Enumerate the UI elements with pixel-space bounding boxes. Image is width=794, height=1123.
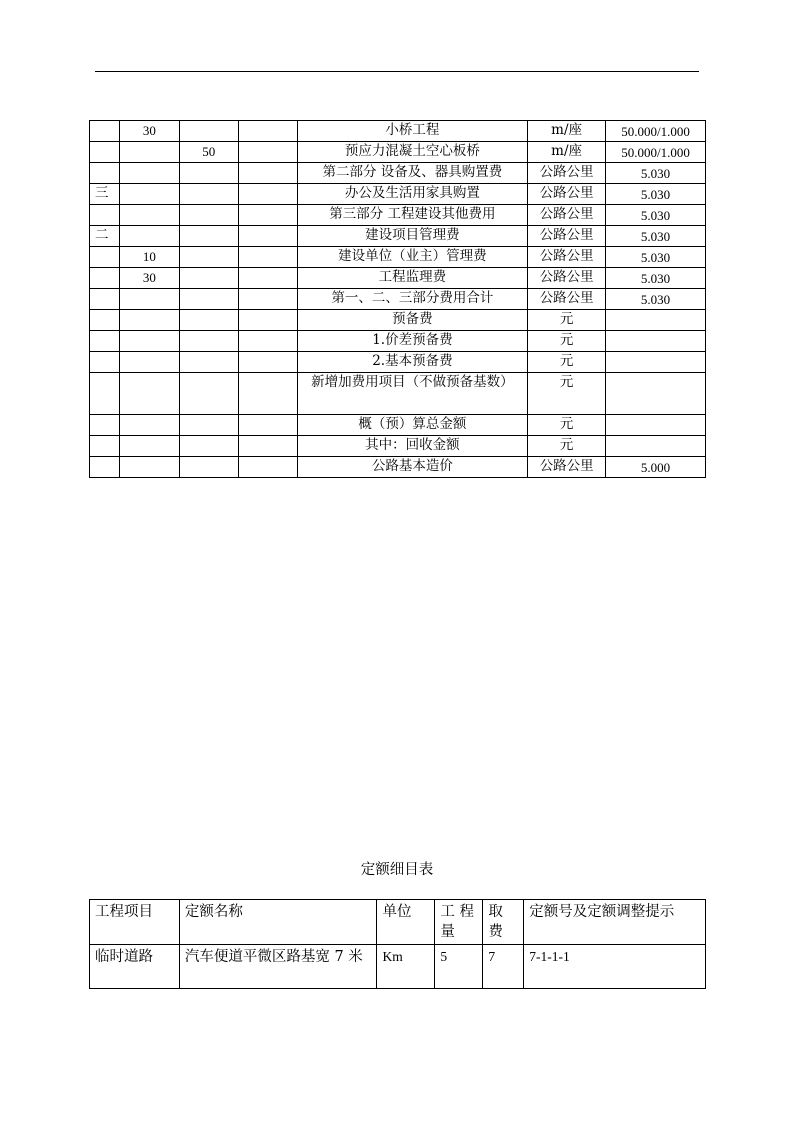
cell-section bbox=[119, 373, 179, 415]
cell-section bbox=[119, 331, 179, 352]
cell-subitem bbox=[238, 289, 297, 310]
cell-item bbox=[179, 226, 238, 247]
cell-item bbox=[179, 184, 238, 205]
cell-subitem bbox=[238, 163, 297, 184]
cell-subitem bbox=[238, 226, 297, 247]
cell-fee: 7 bbox=[483, 945, 524, 989]
cell-quantity bbox=[606, 331, 706, 352]
cell-subitem bbox=[238, 184, 297, 205]
cell-item-name: 小桥工程 bbox=[297, 121, 528, 142]
cell-unit: 元 bbox=[528, 331, 606, 352]
cell-quantity bbox=[606, 415, 706, 436]
cell-quota-name: 汽车便道平微区路基宽 7 米 bbox=[179, 945, 377, 989]
cell-item bbox=[179, 457, 238, 478]
cell-chapter bbox=[90, 310, 120, 331]
cell-quantity: 5.030 bbox=[606, 268, 706, 289]
cell-project: 临时道路 bbox=[90, 945, 180, 989]
cell-item-name: 预应力混凝土空心板桥 bbox=[297, 142, 528, 163]
cell-section bbox=[119, 310, 179, 331]
cell-item bbox=[179, 415, 238, 436]
cell-item-name: 第三部分 工程建设其他费用 bbox=[297, 205, 528, 226]
cell-subitem bbox=[238, 352, 297, 373]
cell-quantity: 5 bbox=[435, 945, 483, 989]
cell-chapter bbox=[90, 142, 120, 163]
header-quota-code: 定额号及定额调整提示 bbox=[524, 900, 706, 945]
table-row bbox=[90, 247, 706, 268]
cell-chapter bbox=[90, 247, 120, 268]
cell-unit: 元 bbox=[528, 352, 606, 373]
cell-unit: 公路公里 bbox=[528, 205, 606, 226]
quota-header-row bbox=[90, 900, 706, 945]
cell-chapter bbox=[90, 163, 120, 184]
cell-chapter: 二 bbox=[90, 226, 120, 247]
cell-quantity: 5.030 bbox=[606, 247, 706, 268]
cell-unit: 公路公里 bbox=[528, 163, 606, 184]
cell-subitem bbox=[238, 310, 297, 331]
cell-unit: 公路公里 bbox=[528, 268, 606, 289]
cell-section bbox=[119, 436, 179, 457]
cell-item-name: 概（预）算总金额 bbox=[297, 415, 528, 436]
cell-quantity: 5.030 bbox=[606, 163, 706, 184]
cell-subitem bbox=[238, 331, 297, 352]
table-row bbox=[90, 289, 706, 310]
cell-section bbox=[119, 352, 179, 373]
cell-item bbox=[179, 268, 238, 289]
cell-section bbox=[119, 163, 179, 184]
cell-item bbox=[179, 289, 238, 310]
table-row bbox=[90, 310, 706, 331]
cell-item-name: 工程监理费 bbox=[297, 268, 528, 289]
cell-unit: 公路公里 bbox=[528, 289, 606, 310]
quota-table bbox=[89, 899, 706, 989]
cell-item bbox=[179, 436, 238, 457]
header-quantity: 工 程 量 bbox=[435, 900, 483, 945]
cell-item-name: 新增加费用项目（不做预备基数） bbox=[297, 373, 528, 415]
cell-unit: 元 bbox=[528, 436, 606, 457]
header-quota-name: 定额名称 bbox=[179, 900, 377, 945]
cell-section bbox=[119, 205, 179, 226]
cell-item bbox=[179, 121, 238, 142]
table-row bbox=[90, 415, 706, 436]
cell-quantity: 5.030 bbox=[606, 226, 706, 247]
cell-unit: 公路公里 bbox=[528, 247, 606, 268]
cell-chapter bbox=[90, 331, 120, 352]
cell-section: 30 bbox=[119, 121, 179, 142]
cell-quantity bbox=[606, 373, 706, 415]
budget-table bbox=[89, 120, 706, 478]
cell-item bbox=[179, 310, 238, 331]
cell-quantity: 5.030 bbox=[606, 184, 706, 205]
cell-item bbox=[179, 205, 238, 226]
table-row bbox=[90, 163, 706, 184]
table-row bbox=[90, 436, 706, 457]
cell-chapter bbox=[90, 436, 120, 457]
cell-unit: 公路公里 bbox=[528, 226, 606, 247]
cell-unit: Km bbox=[377, 945, 435, 989]
table-row bbox=[90, 457, 706, 478]
header-fee: 取 费 bbox=[483, 900, 524, 945]
quota-table-title: 定额细目表 bbox=[360, 862, 434, 878]
cell-chapter bbox=[90, 415, 120, 436]
cell-unit: 公路公里 bbox=[528, 184, 606, 205]
header-rule bbox=[95, 71, 699, 72]
table-row bbox=[90, 142, 706, 163]
cell-section bbox=[119, 457, 179, 478]
header-project: 工程项目 bbox=[90, 900, 180, 945]
cell-unit: 元 bbox=[528, 373, 606, 415]
cell-item: 50 bbox=[179, 142, 238, 163]
cell-section bbox=[119, 142, 179, 163]
cell-quantity bbox=[606, 310, 706, 331]
cell-quantity: 5.030 bbox=[606, 289, 706, 310]
table-row bbox=[90, 352, 706, 373]
cell-subitem bbox=[238, 142, 297, 163]
cell-unit: 元 bbox=[528, 310, 606, 331]
cell-quantity: 5.000 bbox=[606, 457, 706, 478]
cell-item-name: 1.价差预备费 bbox=[297, 331, 528, 352]
table-row bbox=[90, 331, 706, 352]
cell-quantity bbox=[606, 352, 706, 373]
cell-subitem bbox=[238, 205, 297, 226]
cell-chapter bbox=[90, 268, 120, 289]
cell-subitem bbox=[238, 121, 297, 142]
table-row bbox=[90, 268, 706, 289]
cell-chapter bbox=[90, 121, 120, 142]
cell-chapter bbox=[90, 373, 120, 415]
cell-subitem bbox=[238, 373, 297, 415]
cell-subitem bbox=[238, 436, 297, 457]
cell-item-name: 建设单位（业主）管理费 bbox=[297, 247, 528, 268]
cell-chapter bbox=[90, 205, 120, 226]
cell-item-name: 建设项目管理费 bbox=[297, 226, 528, 247]
cell-section bbox=[119, 289, 179, 310]
cell-item bbox=[179, 331, 238, 352]
cell-unit: m/座 bbox=[528, 121, 606, 142]
cell-section: 30 bbox=[119, 268, 179, 289]
cell-section: 10 bbox=[119, 247, 179, 268]
table-row bbox=[90, 184, 706, 205]
cell-item-name: 预备费 bbox=[297, 310, 528, 331]
cell-quantity: 50.000/1.000 bbox=[606, 142, 706, 163]
cell-item-name: 第一、二、三部分费用合计 bbox=[297, 289, 528, 310]
table-row bbox=[90, 226, 706, 247]
cell-subitem bbox=[238, 268, 297, 289]
cell-chapter bbox=[90, 289, 120, 310]
cell-chapter bbox=[90, 457, 120, 478]
cell-item-name: 公路基本造价 bbox=[297, 457, 528, 478]
cell-unit: 公路公里 bbox=[528, 457, 606, 478]
cell-section bbox=[119, 415, 179, 436]
table-row bbox=[90, 945, 706, 989]
cell-item bbox=[179, 373, 238, 415]
cell-quantity bbox=[606, 436, 706, 457]
cell-quantity: 5.030 bbox=[606, 205, 706, 226]
cell-subitem bbox=[238, 457, 297, 478]
table-row bbox=[90, 373, 706, 415]
cell-quota-code: 7-1-1-1 bbox=[524, 945, 706, 989]
cell-item bbox=[179, 163, 238, 184]
table-row bbox=[90, 121, 706, 142]
cell-subitem bbox=[238, 415, 297, 436]
cell-section bbox=[119, 226, 179, 247]
cell-item bbox=[179, 352, 238, 373]
cell-unit: m/座 bbox=[528, 142, 606, 163]
cell-item bbox=[179, 247, 238, 268]
cell-quantity: 50.000/1.000 bbox=[606, 121, 706, 142]
cell-subitem bbox=[238, 247, 297, 268]
cell-chapter bbox=[90, 352, 120, 373]
table-row bbox=[90, 205, 706, 226]
cell-section bbox=[119, 184, 179, 205]
header-unit: 单位 bbox=[377, 900, 435, 945]
cell-item-name: 2.基本预备费 bbox=[297, 352, 528, 373]
cell-item-name: 第二部分 设备及、器具购置费 bbox=[297, 163, 528, 184]
cell-chapter: 三 bbox=[90, 184, 120, 205]
cell-item-name: 办公及生活用家具购置 bbox=[297, 184, 528, 205]
cell-item-name: 其中：回收金额 bbox=[297, 436, 528, 457]
cell-unit: 元 bbox=[528, 415, 606, 436]
